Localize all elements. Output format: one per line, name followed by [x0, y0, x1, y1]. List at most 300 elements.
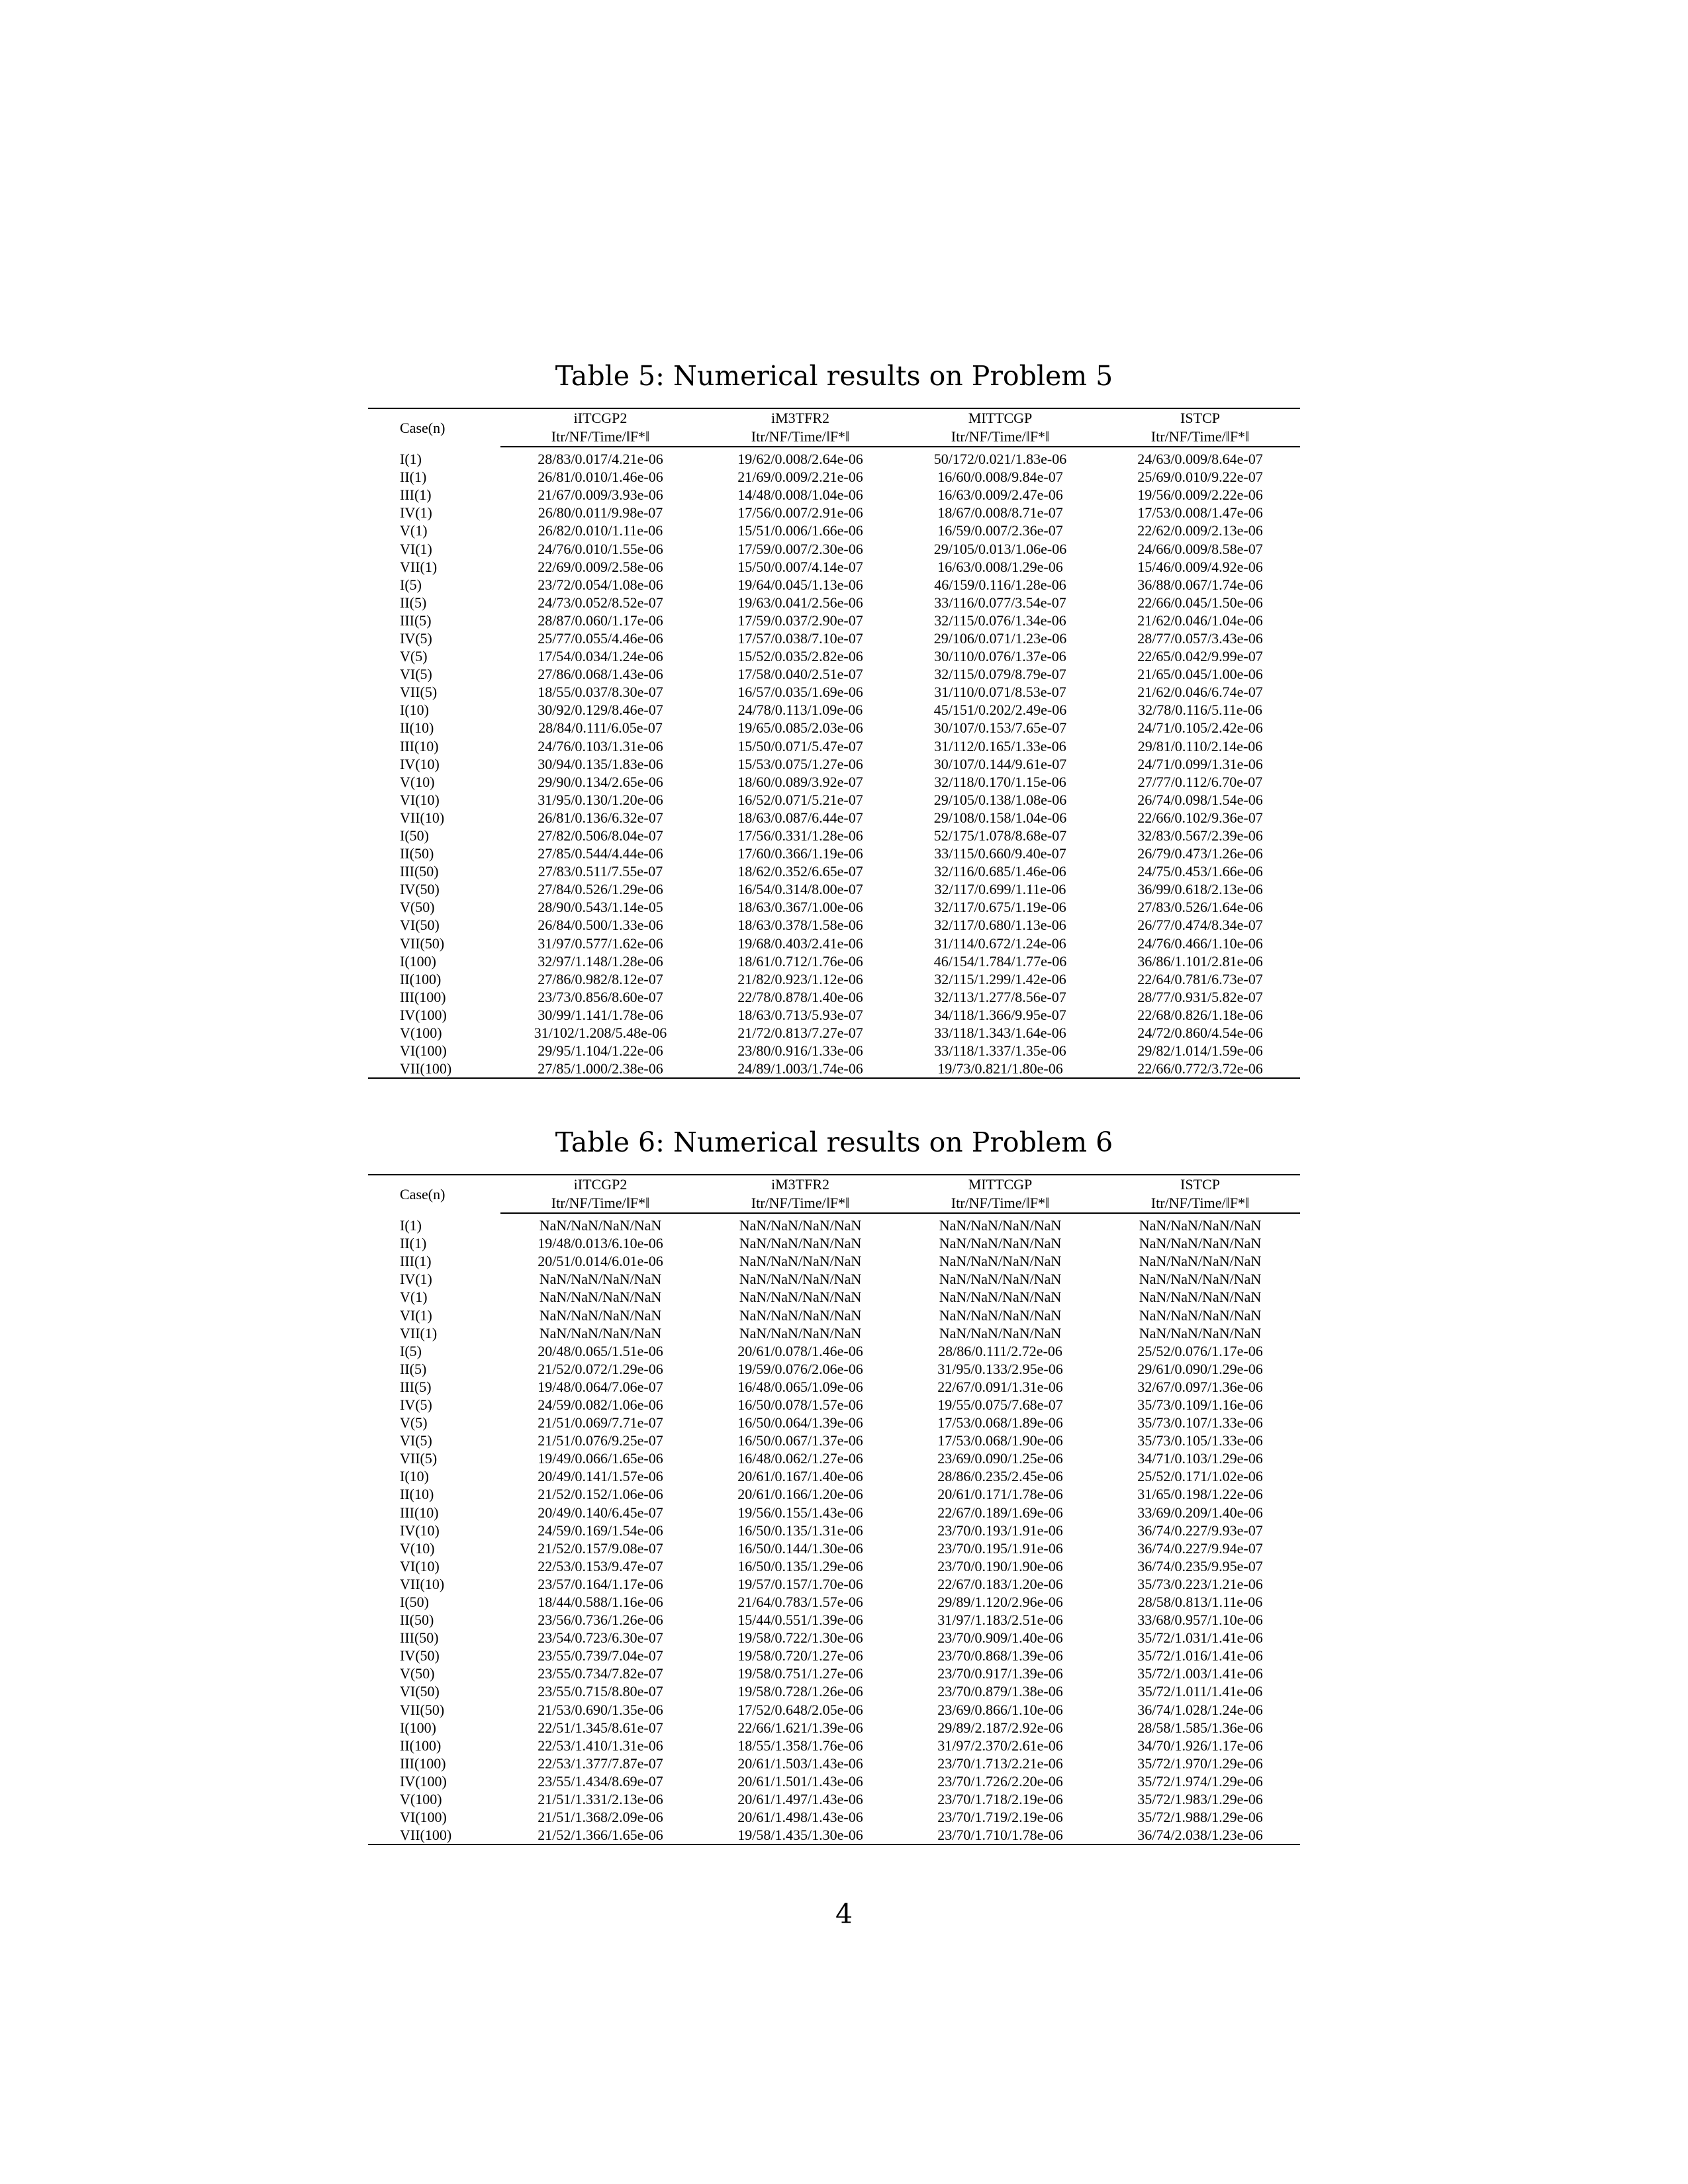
result-cell: 26/82/0.010/1.11e-06 [538, 522, 663, 539]
result-cell: NaN/NaN/NaN/NaN [539, 1324, 662, 1342]
result-cell: 15/50/0.007/4.14e-07 [737, 558, 863, 575]
case-label: VI(10) [400, 791, 440, 808]
result-cell: 23/55/0.734/7.82e-07 [538, 1665, 663, 1682]
table-row [368, 1467, 1300, 1485]
result-cell: NaN/NaN/NaN/NaN [739, 1253, 862, 1270]
case-label: II(5) [400, 594, 427, 611]
result-cell: NaN/NaN/NaN/NaN [939, 1289, 1062, 1306]
result-cell: 23/55/0.715/8.80e-07 [538, 1683, 663, 1700]
result-cell: 35/73/0.109/1.16e-06 [1137, 1396, 1263, 1413]
result-cell: 16/63/0.008/1.29e-06 [937, 558, 1063, 575]
result-cell: 29/105/0.013/1.06e-06 [933, 540, 1067, 557]
result-cell: 22/53/1.377/7.87e-07 [538, 1754, 663, 1772]
result-cell: 25/69/0.010/9.22e-07 [1137, 469, 1263, 486]
table-body [368, 447, 1300, 1078]
result-cell: 24/72/0.860/4.54e-06 [1137, 1024, 1263, 1042]
result-cell: NaN/NaN/NaN/NaN [1139, 1324, 1262, 1342]
result-cell: 22/62/0.009/2.13e-06 [1137, 522, 1263, 539]
metric-subheader: Itr/NF/Time/‖F*‖ [500, 1194, 700, 1213]
result-cell: 19/58/0.722/1.30e-06 [737, 1629, 863, 1647]
result-cell: 34/71/0.103/1.29e-06 [1137, 1450, 1263, 1467]
table-caption: Table 6: Numerical results on Problem 6 [555, 1126, 1113, 1158]
result-cell: 22/67/0.091/1.31e-06 [937, 1378, 1063, 1395]
table-row [368, 719, 1300, 737]
case-label: V(5) [400, 648, 428, 665]
method-header: iM3TFR2 [700, 1175, 900, 1194]
result-cell: 23/55/0.739/7.04e-07 [538, 1647, 663, 1664]
result-cell: NaN/NaN/NaN/NaN [1139, 1235, 1262, 1252]
result-cell: 27/77/0.112/6.70e-07 [1137, 773, 1263, 790]
result-cell: 31/97/1.183/2.51e-06 [937, 1612, 1063, 1629]
case-label: IV(10) [400, 1522, 440, 1539]
result-cell: 36/86/1.101/2.81e-06 [1137, 952, 1263, 970]
result-cell: 20/61/1.503/1.43e-06 [737, 1754, 863, 1772]
result-cell: 17/56/0.007/2.91e-06 [737, 504, 863, 522]
table-row [368, 1629, 1300, 1647]
result-cell: 16/50/0.135/1.31e-06 [737, 1522, 863, 1539]
result-cell: 27/83/0.526/1.64e-06 [1137, 899, 1263, 916]
result-cell: 35/72/1.988/1.29e-06 [1137, 1809, 1263, 1826]
result-cell: NaN/NaN/NaN/NaN [939, 1271, 1062, 1288]
result-cell: 36/74/2.038/1.23e-06 [1100, 1826, 1300, 1844]
result-cell: 17/53/0.068/1.89e-06 [937, 1414, 1063, 1432]
case-label: III(50) [400, 863, 439, 880]
case-label: IV(100) [400, 1772, 447, 1790]
result-cell: 31/114/0.672/1.24e-06 [934, 934, 1066, 952]
result-cell: 30/99/1.141/1.78e-06 [538, 1006, 663, 1023]
result-cell: 24/59/0.169/1.54e-06 [538, 1522, 663, 1539]
table-row [368, 1790, 1300, 1808]
result-cell: 18/62/0.352/6.65e-07 [737, 863, 863, 880]
table-row [368, 827, 1300, 844]
table-row [368, 594, 1300, 612]
result-cell: 28/83/0.017/4.21e-06 [538, 451, 663, 468]
case-label: I(10) [400, 1468, 429, 1485]
result-cell: 19/48/0.013/6.10e-06 [538, 1235, 663, 1252]
result-cell: 32/115/0.079/8.79e-07 [934, 666, 1066, 683]
table-row [368, 1432, 1300, 1449]
result-cell: NaN/NaN/NaN/NaN [739, 1271, 862, 1288]
result-cell: NaN/NaN/NaN/NaN [939, 1324, 1062, 1342]
table-row [368, 1754, 1300, 1772]
result-cell: 31/110/0.071/8.53e-07 [934, 684, 1066, 701]
case-label: V(100) [400, 1024, 442, 1042]
case-label: II(1) [400, 469, 427, 486]
result-cell: 15/51/0.006/1.66e-06 [737, 522, 863, 539]
case-label: VII(100) [368, 1060, 500, 1078]
metric-subheader: Itr/NF/Time/‖F*‖ [900, 428, 1100, 447]
case-label: II(10) [400, 719, 434, 737]
result-cell: 17/54/0.034/1.24e-06 [538, 648, 663, 665]
case-label: IV(1) [400, 1271, 432, 1288]
result-cell: 31/102/1.208/5.48e-06 [534, 1024, 667, 1042]
method-header: MITTCGP [900, 1175, 1100, 1194]
result-cell: 22/66/0.045/1.50e-06 [1137, 594, 1263, 611]
table-row [368, 1611, 1300, 1629]
result-cell: 17/57/0.038/7.10e-07 [737, 629, 863, 647]
result-cell: 17/52/0.648/2.05e-06 [737, 1701, 863, 1718]
result-cell: 23/70/0.195/1.91e-06 [937, 1539, 1063, 1557]
method-header: iM3TFR2 [700, 408, 900, 428]
result-cell: 21/51/0.076/9.25e-07 [538, 1432, 663, 1449]
case-label: IV(5) [400, 1396, 432, 1413]
result-cell: 28/77/0.057/3.43e-06 [1137, 629, 1263, 647]
result-cell: 27/85/1.000/2.38e-06 [500, 1060, 700, 1078]
result-cell: 23/70/0.917/1.39e-06 [937, 1665, 1063, 1682]
result-cell: 21/62/0.046/1.04e-06 [1137, 612, 1263, 629]
result-cell: 30/107/0.144/9.61e-07 [933, 755, 1067, 772]
result-cell: 33/118/1.343/1.64e-06 [934, 1024, 1066, 1042]
result-cell: 19/58/1.435/1.30e-06 [700, 1826, 900, 1844]
case-label: VI(5) [400, 666, 432, 683]
result-cell: NaN/NaN/NaN/NaN [1139, 1253, 1262, 1270]
result-cell: 22/69/0.009/2.58e-06 [538, 558, 663, 575]
result-cell: NaN/NaN/NaN/NaN [1139, 1271, 1262, 1288]
table-row [368, 1360, 1300, 1378]
case-label: I(50) [400, 827, 429, 844]
case-label: II(50) [400, 1612, 434, 1629]
table-row [368, 1682, 1300, 1700]
case-label: I(50) [400, 1594, 429, 1611]
case-label: VII(1) [400, 1324, 438, 1342]
result-cell: 15/46/0.009/4.92e-06 [1137, 558, 1263, 575]
result-cell: 20/61/0.078/1.46e-06 [737, 1342, 863, 1359]
result-cell: 19/56/0.155/1.43e-06 [737, 1504, 863, 1521]
result-cell: 20/48/0.065/1.51e-06 [538, 1342, 663, 1359]
result-cell: 35/72/1.031/1.41e-06 [1137, 1629, 1263, 1647]
table-row [368, 1701, 1300, 1719]
result-cell: 16/52/0.071/5.21e-07 [737, 791, 863, 808]
result-cell: 21/52/0.072/1.29e-06 [538, 1360, 663, 1377]
result-cell: 26/81/0.010/1.46e-06 [538, 469, 663, 486]
result-cell: 36/74/0.227/9.93e-07 [1137, 1522, 1263, 1539]
result-cell: 21/52/0.157/9.08e-07 [538, 1539, 663, 1557]
result-cell: NaN/NaN/NaN/NaN [539, 1306, 662, 1324]
case-label: VI(100) [400, 1042, 447, 1060]
result-cell: 23/80/0.916/1.33e-06 [737, 1042, 863, 1060]
table-row [368, 970, 1300, 988]
result-cell: 32/83/0.567/2.39e-06 [1137, 827, 1263, 844]
page-number: 4 [835, 1898, 853, 1930]
result-cell: 32/113/1.277/8.56e-07 [934, 988, 1066, 1005]
result-cell: 16/48/0.062/1.27e-06 [737, 1450, 863, 1467]
result-cell: 21/51/1.368/2.09e-06 [538, 1809, 663, 1826]
table-row [368, 934, 1300, 952]
result-cell: 22/67/0.189/1.69e-06 [937, 1504, 1063, 1521]
results-table-problem-6 [368, 1174, 1300, 1845]
case-label: IV(10) [400, 755, 440, 772]
result-cell: NaN/NaN/NaN/NaN [939, 1306, 1062, 1324]
result-cell: 23/69/0.090/1.25e-06 [937, 1450, 1063, 1467]
table-row [368, 1270, 1300, 1288]
result-cell: 23/56/0.736/1.26e-06 [538, 1612, 663, 1629]
result-cell: 21/53/0.690/1.35e-06 [538, 1701, 663, 1718]
result-cell: 34/70/1.926/1.17e-06 [1137, 1737, 1263, 1754]
result-cell: 23/70/1.710/1.78e-06 [900, 1826, 1100, 1844]
result-cell: 28/87/0.060/1.17e-06 [538, 612, 663, 629]
case-column-header: Case(n) [368, 1175, 500, 1213]
result-cell: 33/115/0.660/9.40e-07 [934, 845, 1066, 862]
case-label: III(100) [400, 1754, 446, 1772]
result-cell: 32/115/1.299/1.42e-06 [934, 970, 1066, 987]
result-cell: 17/59/0.007/2.30e-06 [737, 540, 863, 557]
result-cell: 16/48/0.065/1.09e-06 [737, 1378, 863, 1395]
method-header: ISTCP [1100, 1175, 1300, 1194]
result-cell: 24/71/0.099/1.31e-06 [1137, 755, 1263, 772]
result-cell: 17/53/0.068/1.90e-06 [937, 1432, 1063, 1449]
result-cell: 28/90/0.543/1.14e-05 [538, 899, 663, 916]
metric-subheader: Itr/NF/Time/‖F*‖ [500, 428, 700, 447]
result-cell: 23/69/0.866/1.10e-06 [937, 1701, 1063, 1718]
result-cell: NaN/NaN/NaN/NaN [739, 1306, 862, 1324]
result-cell: 19/57/0.157/1.70e-06 [737, 1575, 863, 1592]
result-cell: 34/118/1.366/9.95e-07 [934, 1006, 1066, 1023]
case-label: VII(10) [400, 1575, 445, 1592]
result-cell: 35/73/0.105/1.33e-06 [1137, 1432, 1263, 1449]
result-cell: 36/74/1.028/1.24e-06 [1137, 1701, 1263, 1718]
result-cell: 20/49/0.140/6.45e-07 [538, 1504, 663, 1521]
result-cell: 27/86/0.068/1.43e-06 [538, 666, 663, 683]
table-row [368, 1378, 1300, 1396]
metric-subheader: Itr/NF/Time/‖F*‖ [700, 1194, 900, 1213]
result-cell: NaN/NaN/NaN/NaN [1139, 1306, 1262, 1324]
result-cell: NaN/NaN/NaN/NaN [939, 1235, 1062, 1252]
result-cell: 36/74/0.235/9.95e-07 [1137, 1557, 1263, 1574]
case-label: III(1) [400, 486, 432, 504]
result-cell: 32/115/0.076/1.34e-06 [934, 612, 1066, 629]
table-row [368, 1593, 1300, 1611]
result-cell: 26/81/0.136/6.32e-07 [538, 809, 663, 826]
result-cell: 28/77/0.931/5.82e-07 [1137, 988, 1263, 1005]
table-row [368, 1485, 1300, 1503]
result-cell: 18/55/0.037/8.30e-07 [538, 684, 663, 701]
result-cell: 21/67/0.009/3.93e-06 [538, 486, 663, 504]
result-cell: 35/72/1.016/1.41e-06 [1137, 1647, 1263, 1664]
result-cell: 27/84/0.526/1.29e-06 [538, 881, 663, 898]
result-cell: 23/73/0.856/8.60e-07 [538, 988, 663, 1005]
table-row [368, 1234, 1300, 1252]
case-label: VI(10) [400, 1557, 440, 1574]
case-label: IV(1) [400, 504, 432, 522]
result-cell: 26/79/0.473/1.26e-06 [1137, 845, 1263, 862]
result-cell: 17/53/0.008/1.47e-06 [1137, 504, 1263, 522]
result-cell: 22/67/0.183/1.20e-06 [937, 1575, 1063, 1592]
result-cell: 31/95/0.133/2.95e-06 [937, 1360, 1063, 1377]
table-row [368, 1213, 1300, 1234]
result-cell: 31/65/0.198/1.22e-06 [1137, 1486, 1263, 1503]
result-cell: 18/63/0.713/5.93e-07 [737, 1006, 863, 1023]
case-label: VI(1) [400, 1306, 432, 1324]
result-cell: 23/70/0.190/1.90e-06 [937, 1557, 1063, 1574]
table-row [368, 1522, 1300, 1539]
table-row [368, 629, 1300, 647]
table-row [368, 683, 1300, 701]
result-cell: 23/70/0.193/1.91e-06 [937, 1522, 1063, 1539]
result-cell: 14/48/0.008/1.04e-06 [737, 486, 863, 504]
result-cell: 23/55/1.434/8.69e-07 [538, 1772, 663, 1790]
case-label: V(50) [400, 1665, 435, 1682]
case-label: V(5) [400, 1414, 428, 1432]
case-label: I(5) [400, 576, 422, 593]
case-label: II(50) [400, 845, 434, 862]
result-cell: NaN/NaN/NaN/NaN [1139, 1217, 1262, 1234]
result-cell: 22/53/1.410/1.31e-06 [538, 1737, 663, 1754]
table-row [368, 1024, 1300, 1042]
table-row [368, 898, 1300, 916]
result-cell: 17/60/0.366/1.19e-06 [737, 845, 863, 862]
result-cell: NaN/NaN/NaN/NaN [739, 1324, 862, 1342]
result-cell: 23/70/1.719/2.19e-06 [937, 1809, 1063, 1826]
case-label: III(10) [400, 737, 439, 754]
result-cell: NaN/NaN/NaN/NaN [739, 1289, 862, 1306]
result-cell: 26/80/0.011/9.98e-07 [538, 504, 663, 522]
result-cell: 35/72/1.983/1.29e-06 [1137, 1791, 1263, 1808]
table-row [368, 988, 1300, 1006]
table-row [368, 1772, 1300, 1790]
case-label: III(1) [400, 1253, 432, 1270]
table-row [368, 1306, 1300, 1324]
result-cell: 21/65/0.045/1.00e-06 [1137, 666, 1263, 683]
table-row [368, 1006, 1300, 1024]
result-cell: 24/66/0.009/8.58e-07 [1137, 540, 1263, 557]
result-cell: 20/61/1.498/1.43e-06 [737, 1809, 863, 1826]
result-cell: 24/76/0.010/1.55e-06 [538, 540, 663, 557]
result-cell: 21/51/1.331/2.13e-06 [538, 1791, 663, 1808]
table-5-block [368, 361, 1300, 1079]
case-label: II(100) [400, 1737, 442, 1754]
result-cell: 17/59/0.037/2.90e-07 [737, 612, 863, 629]
table-caption: Table 5: Numerical results on Problem 5 [555, 360, 1113, 392]
result-cell: 21/64/0.783/1.57e-06 [737, 1594, 863, 1611]
result-cell: 22/78/0.878/1.40e-06 [737, 988, 863, 1005]
result-cell: 23/70/0.868/1.39e-06 [937, 1647, 1063, 1664]
case-label: VI(100) [400, 1809, 447, 1826]
result-cell: 16/50/0.067/1.37e-06 [737, 1432, 863, 1449]
result-cell: 24/59/0.082/1.06e-06 [538, 1396, 663, 1413]
case-label: V(1) [400, 522, 428, 539]
result-cell: 22/65/0.042/9.99e-07 [1137, 648, 1263, 665]
result-cell: 28/86/0.235/2.45e-06 [937, 1468, 1063, 1485]
result-cell: 23/57/0.164/1.17e-06 [538, 1575, 663, 1592]
method-header: MITTCGP [900, 408, 1100, 428]
table-row [368, 737, 1300, 755]
result-cell: 27/86/0.982/8.12e-07 [538, 970, 663, 987]
table-row [368, 1664, 1300, 1682]
result-cell: 19/58/0.728/1.26e-06 [737, 1683, 863, 1700]
table-row [368, 558, 1300, 576]
table-row [368, 1396, 1300, 1414]
result-cell: 24/63/0.009/8.64e-07 [1137, 451, 1263, 468]
result-cell: 21/52/1.366/1.65e-06 [500, 1826, 700, 1844]
case-label: VI(1) [400, 540, 432, 557]
table-body [368, 1213, 1300, 1844]
result-cell: 20/61/1.497/1.43e-06 [737, 1791, 863, 1808]
result-cell: 17/58/0.040/2.51e-07 [737, 666, 863, 683]
result-cell: 29/106/0.071/1.23e-06 [933, 629, 1067, 647]
result-cell: 27/82/0.506/8.04e-07 [538, 827, 663, 844]
result-cell: 24/76/0.103/1.31e-06 [538, 737, 663, 754]
result-cell: 35/72/1.011/1.41e-06 [1137, 1683, 1263, 1700]
result-cell: 16/50/0.078/1.57e-06 [737, 1396, 863, 1413]
result-cell: 19/62/0.008/2.64e-06 [737, 451, 863, 468]
result-cell: 24/71/0.105/2.42e-06 [1137, 719, 1263, 737]
case-label: VI(5) [400, 1432, 432, 1449]
result-cell: 16/60/0.008/9.84e-07 [937, 469, 1063, 486]
result-cell: 35/72/1.970/1.29e-06 [1137, 1754, 1263, 1772]
result-cell: 24/76/0.466/1.10e-06 [1137, 934, 1263, 952]
case-label: IV(100) [400, 1006, 447, 1023]
result-cell: 22/66/0.102/9.36e-07 [1137, 809, 1263, 826]
result-cell: 20/49/0.141/1.57e-06 [538, 1468, 663, 1485]
result-cell: 21/62/0.046/6.74e-07 [1137, 684, 1263, 701]
case-label: V(50) [400, 899, 435, 916]
result-cell: NaN/NaN/NaN/NaN [539, 1289, 662, 1306]
result-cell: 31/97/2.370/2.61e-06 [937, 1737, 1063, 1754]
method-header: iITCGP2 [500, 1175, 700, 1194]
result-cell: 32/97/1.148/1.28e-06 [538, 952, 663, 970]
result-cell: 18/67/0.008/8.71e-07 [937, 504, 1063, 522]
table-row [368, 647, 1300, 665]
result-cell: 21/72/0.813/7.27e-07 [737, 1024, 863, 1042]
table-row [368, 1324, 1300, 1342]
result-cell: 29/89/1.120/2.96e-06 [937, 1594, 1063, 1611]
case-label: II(5) [400, 1360, 427, 1377]
result-cell: 52/175/1.078/8.68e-07 [933, 827, 1067, 844]
table-row [368, 522, 1300, 539]
result-cell: NaN/NaN/NaN/NaN [739, 1217, 862, 1234]
result-cell: 35/72/1.003/1.41e-06 [1137, 1665, 1263, 1682]
result-cell: 23/70/0.909/1.40e-06 [937, 1629, 1063, 1647]
result-cell: 16/59/0.007/2.36e-07 [937, 522, 1063, 539]
result-cell: 19/56/0.009/2.22e-06 [1137, 486, 1263, 504]
table-row [368, 791, 1300, 809]
table-row [368, 1288, 1300, 1306]
result-cell: 22/53/0.153/9.47e-07 [538, 1557, 663, 1574]
case-label: II(10) [400, 1486, 434, 1503]
result-cell: 32/117/0.675/1.19e-06 [934, 899, 1066, 916]
metric-subheader: Itr/NF/Time/‖F*‖ [1100, 428, 1300, 447]
result-cell: 30/92/0.129/8.46e-07 [538, 702, 663, 719]
result-cell: 25/52/0.171/1.02e-06 [1137, 1468, 1263, 1485]
result-cell: 16/50/0.144/1.30e-06 [737, 1539, 863, 1557]
case-label: I(10) [400, 702, 429, 719]
result-cell: 19/58/0.720/1.27e-06 [737, 1647, 863, 1664]
result-cell: 18/63/0.378/1.58e-06 [737, 917, 863, 934]
result-cell: 28/58/0.813/1.11e-06 [1137, 1594, 1263, 1611]
result-cell: 19/49/0.066/1.65e-06 [538, 1450, 663, 1467]
table-row [368, 1252, 1300, 1270]
case-label: III(5) [400, 612, 432, 629]
result-cell: 23/70/1.713/2.21e-06 [937, 1754, 1063, 1772]
case-label: VI(50) [400, 1683, 440, 1700]
result-cell: NaN/NaN/NaN/NaN [539, 1217, 662, 1234]
table-row [368, 1342, 1300, 1360]
result-cell: 22/68/0.826/1.18e-06 [1137, 1006, 1263, 1023]
result-cell: 19/73/0.821/1.80e-06 [900, 1060, 1100, 1078]
result-cell: 35/72/1.974/1.29e-06 [1137, 1772, 1263, 1790]
case-label: VII(50) [400, 1701, 445, 1718]
case-label: II(100) [400, 970, 442, 987]
result-cell: 21/51/0.069/7.71e-07 [538, 1414, 663, 1432]
result-cell: 16/57/0.035/1.69e-06 [737, 684, 863, 701]
result-cell: 23/70/1.726/2.20e-06 [937, 1772, 1063, 1790]
result-cell: 18/44/0.588/1.16e-06 [538, 1594, 663, 1611]
result-cell: 29/105/0.138/1.08e-06 [933, 791, 1067, 808]
result-cell: 21/82/0.923/1.12e-06 [737, 970, 863, 987]
result-cell: 35/73/0.107/1.33e-06 [1137, 1414, 1263, 1432]
case-label: VI(50) [400, 917, 440, 934]
result-cell: 24/78/0.113/1.09e-06 [737, 702, 863, 719]
